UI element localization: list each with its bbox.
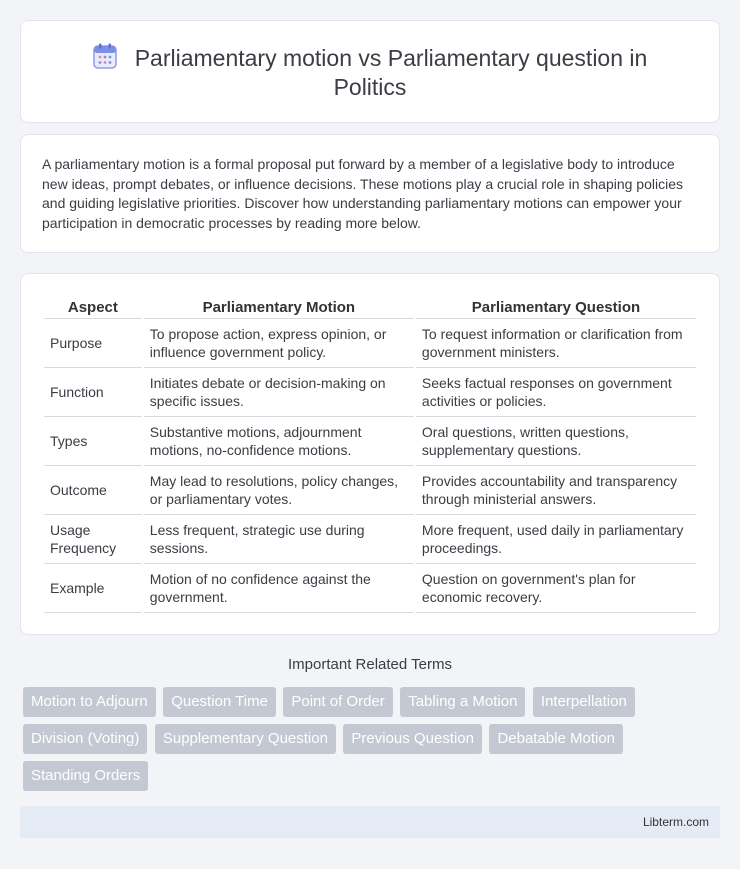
title-card — [20, 20, 720, 123]
row-question: To request information or clarification from government ministers. — [416, 319, 696, 368]
header-motion: Parliamentary Motion — [144, 296, 414, 319]
row-aspect: Purpose — [44, 319, 142, 368]
table-row — [44, 564, 696, 613]
row-motion: Motion of no confidence against the government. — [144, 564, 414, 613]
related-terms-title: Important Related Terms — [288, 656, 452, 673]
row-motion: May lead to resolutions, policy changes, or parliamentary votes. — [144, 466, 414, 515]
row-motion: Initiates debate or decision-making on specific issues. — [144, 368, 414, 417]
row-aspect: Usage Frequency — [44, 515, 142, 564]
tag-question-time[interactable]: Question Time — [163, 687, 276, 717]
table-row — [44, 515, 696, 564]
row-motion: Less frequent, strategic use during sessions. — [144, 515, 414, 564]
tag-tabling-a-motion[interactable]: Tabling a Motion — [400, 687, 525, 717]
row-aspect: Outcome — [44, 466, 142, 515]
footer — [20, 806, 720, 838]
tag-motion-to-adjourn[interactable]: Motion to Adjourn — [23, 687, 156, 717]
comparison-card — [20, 273, 720, 635]
tag-supplementary-question[interactable]: Supplementary Question — [155, 724, 336, 754]
row-motion: Substantive motions, adjournment motions, no-confidence motions. — [144, 417, 414, 466]
related-terms-tags — [23, 687, 703, 798]
tag-division-voting[interactable]: Division (Voting) — [23, 724, 147, 754]
table-header-row — [44, 296, 696, 319]
page-title-text: Parliamentary motion vs Parliamentary question in Politics — [134, 45, 648, 100]
row-motion: To propose action, express opinion, or influence government policy. — [144, 319, 414, 368]
row-aspect: Example — [44, 564, 142, 613]
table-row — [44, 368, 696, 417]
table-row — [44, 466, 696, 515]
header-question: Parliamentary Question — [416, 296, 696, 319]
table-row — [44, 417, 696, 466]
table-row — [44, 319, 696, 368]
row-question: More frequent, used daily in parliamentary proceedings. — [416, 515, 696, 564]
row-question: Provides accountability and transparency through ministerial answers. — [416, 466, 696, 515]
page-title — [21, 43, 719, 102]
tag-debatable-motion[interactable]: Debatable Motion — [489, 724, 623, 754]
row-question: Oral questions, written questions, supplementary questions. — [416, 417, 696, 466]
intro-card — [20, 134, 720, 253]
row-question: Question on government's plan for economic recovery. — [416, 564, 696, 613]
tag-standing-orders[interactable]: Standing Orders — [23, 761, 148, 791]
comparison-table — [42, 296, 698, 613]
footer-site-link[interactable]: Libterm.com — [642, 815, 709, 829]
row-question: Seeks factual responses on government activities or policies. — [416, 368, 696, 417]
calendar-icon — [93, 43, 117, 69]
tag-previous-question[interactable]: Previous Question — [343, 724, 482, 754]
tag-point-of-order[interactable]: Point of Order — [283, 687, 392, 717]
intro-text: A parliamentary motion is a formal proposal put forward by a member of a legislative body to introduce new ideas, prompt debates, or influence decisions. These motions play a crucial role in shaping policies and guiding legislative priorities. Discover how understanding parliamentary motions can empower your participation in democratic processes by reading more below. — [42, 156, 683, 231]
tag-interpellation[interactable]: Interpellation — [533, 687, 635, 717]
header-aspect: Aspect — [44, 296, 142, 319]
row-aspect: Function — [44, 368, 142, 417]
row-aspect: Types — [44, 417, 142, 466]
